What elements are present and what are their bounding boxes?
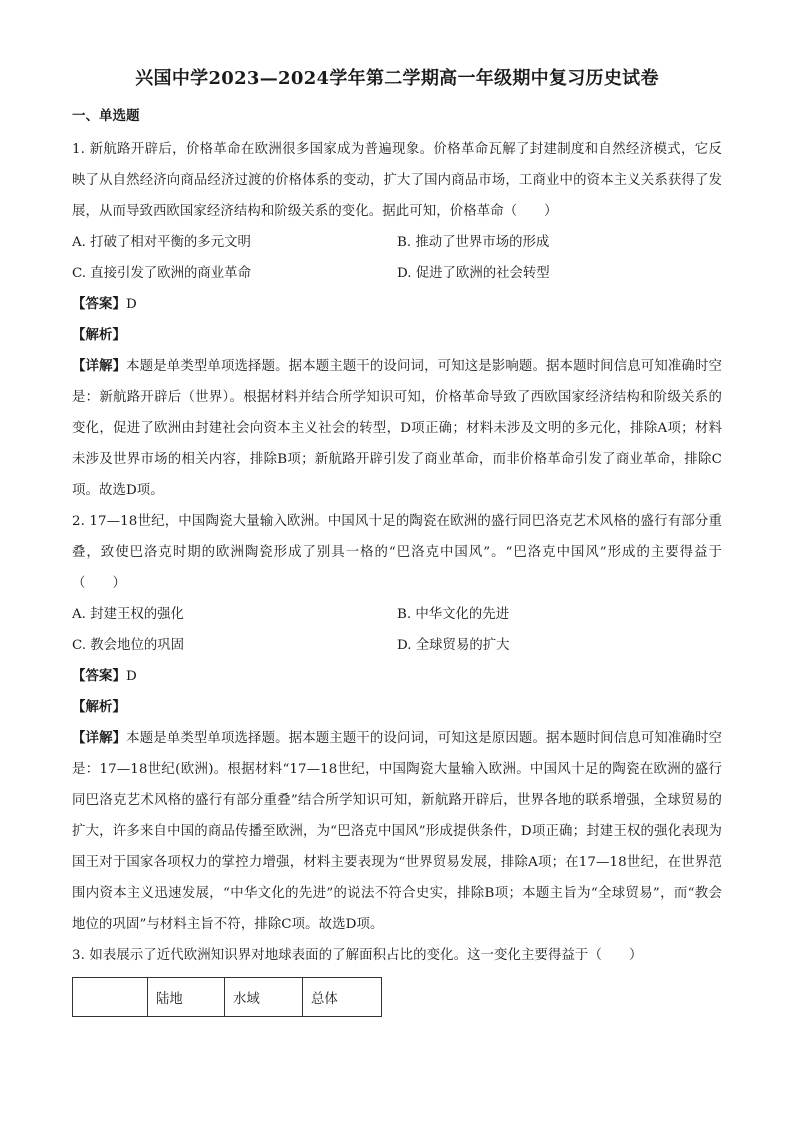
answer-value: D [125,669,137,684]
option-d: D. 促进了欧洲的社会转型 [397,266,550,281]
option-a: A. 封建王权的强化 [72,607,184,622]
option-b: B. 中华文化的先进 [397,607,510,622]
question-1 [72,134,722,506]
detail-tag: 【详解】 [72,730,127,746]
option-c: C. 直接引发了欧洲的商业革命 [72,266,251,281]
table-header-cell: 水域 [225,978,303,1017]
exam-page [72,64,722,1017]
table-header-cell: 陆地 [148,978,225,1017]
question-stem: 2. 17—18世纪，中国陶瓷大量输入欧洲。中国风十足的陶瓷在欧洲的盛行同巴洛克艺术风格的盛行有部分重叠，致使巴洛克时期的欧洲陶瓷形成了别具一格的“巴洛克中国风”。“巴洛克中国风”形成的主要得益于（ ） [72,514,722,591]
options-grid [72,599,722,661]
detail-paragraph [72,351,722,506]
detail-text: 本题是单类型单项选择题。据本题主题干的设问词，可知这是影响题。据本题时间信息可知准确时空是：新航路开辟后（世界）。根据材料并结合所学知识可知，价格革命导致了西欧国家经济结构和阶级关系的变化，促进了欧洲由封建社会向资本主义社会的转型，D项正确；材料未涉及文明的多元化，排除A项；材料未涉及世界市场的相关内容，排除B项；新航路开辟引发了商业革命，而非价格革命引发了商业革命，排除C项。故选D项。 [72,359,722,498]
answer-tag: 【答案】 [72,296,126,312]
answer-tag: 【答案】 [72,668,126,684]
question-stem: 3. 如表展示了近代欧洲知识界对地球表面的了解面积占比的变化。这一变化主要得益于（ ） [72,948,643,963]
detail-paragraph [72,723,722,940]
question-2 [72,506,722,940]
exam-title: 兴国中学2023—2024学年第二学期高一年级期中复习历史试卷 [135,68,659,89]
answer-value: D [125,297,137,312]
option-b: B. 推动了世界市场的形成 [397,235,550,250]
options-grid [72,227,722,289]
data-table [72,977,382,1017]
table-header-cell [73,978,148,1017]
option-c: C. 教会地位的巩固 [72,638,185,653]
table-header-row [73,978,382,1017]
option-d: D. 全球贸易的扩大 [397,638,510,653]
option-a: A. 打破了相对平衡的多元文明 [72,235,251,250]
detail-text: 本题是单类型单项选择题。据本题主题干的设问词，可知这是原因题。据本题时间信息可知准确时空是：17—18世纪(欧洲)。根据材料“17—18世纪，中国陶瓷大量输入欧洲。中国风十足的陶瓷在欧洲的盛行同巴洛克艺术风格的盛行有部分重叠”结合所学知识可知，新航路开辟后，世界各地的联系增强，全球贸易的扩大，许多来自中国的商品传播至欧洲，为“巴洛克中国风”形成提供条件，D项正确；封建王权的强化表现为国王对于国家各项权力的掌控力增强，材料主要表现为“世界贸易发展，排除A项；在17—18世纪，在世界范围内资本主义迅速发展，“中华文化的先进”的说法不符合史实，排除B项；本题主旨为“全球贸易”，而“教会地位的巩固”与材料主旨不符，排除C项。故选D项。 [72,731,722,932]
answer-line [72,289,722,320]
analysis-tag: 【解析】 [72,699,126,715]
answer-line [72,661,722,692]
question-3 [72,940,722,1017]
analysis-tag: 【解析】 [72,327,126,343]
section-heading: 一、单选题 [72,108,140,124]
table-header-cell: 总体 [303,978,382,1017]
detail-tag: 【详解】 [72,358,127,374]
question-stem: 1. 新航路开辟后，价格革命在欧洲很多国家成为普遍现象。价格革命瓦解了封建制度和自然经济模式，它反映了从自然经济向商品经济过渡的价格体系的变动，扩大了国内商品市场，工商业中的资本主义关系获得了发展，从而导致西欧国家经济结构和阶级关系的变化。据此可知，价格革命（ ） [72,142,722,219]
